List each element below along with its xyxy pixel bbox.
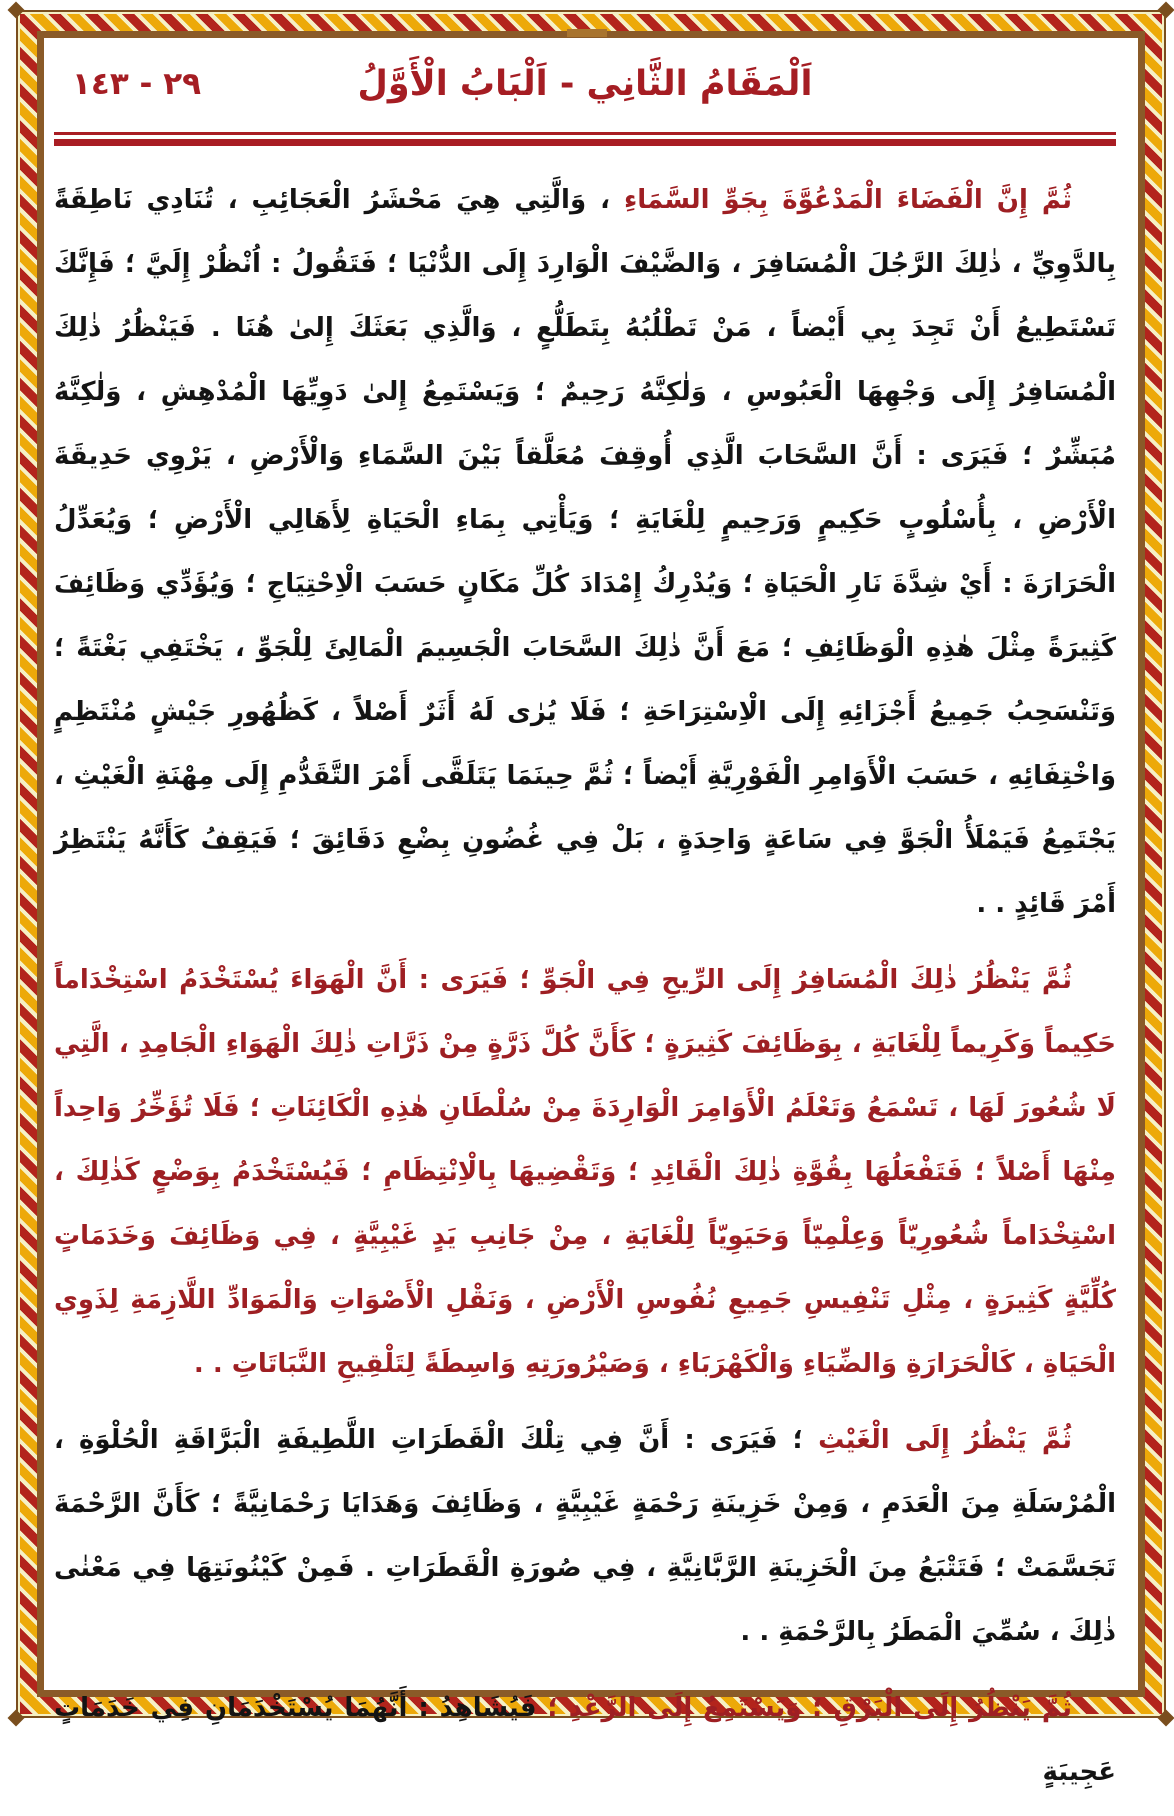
page-number: ٢٩ - ١٤٣ <box>72 66 202 102</box>
paragraph <box>54 948 1116 1396</box>
text-segment-red: ثُمَّ يَنْظُرُ إِلَى الْبَرْقِ ؛ وَيَسْتَمِعُ إِلَى الرَّعْدِ ؛ <box>547 1693 1072 1723</box>
text-segment-black: ، وَالَّتِي هِيَ مَحْشَرُ الْعَجَائِبِ ، تُنَادِي نَاطِقَةً بِالدَّوِيِّ ، ذٰلِكَ الرَّجُلَ الْمُسَافِرَ ، وَالضَّيْفَ الْوَارِدَ إِلَى الدُّنْيَا ؛ فَتَقُولُ : اُنْظُرْ إِلَيَّ ؛ فَإِنَّكَ تَسْتَطِيعُ أَنْ تَجِدَ بِي أَيْضاً ، مَنْ تَطْلُبُهُ بِتَطَلُّعٍ ، وَالَّذِي بَعَثَكَ إِلىٰ هُنَا . فَيَنْظُرُ ذٰلِكَ الْمُسَافِرُ إِلَى وَجْهِهَا الْعَبُوسِ ، وَلٰكِنَّهُ رَحِيمٌ ؛ وَيَسْتَمِعُ إِلىٰ دَوِيِّهَا الْمُدْهِشِ ، وَلٰكِنَّهُ مُبَشِّرٌ ؛ فَيَرَى : أَنَّ السَّحَابَ الَّذِي أُوقِفَ مُعَلَّقاً بَيْنَ السَّمَاءِ وَالْأَرْضِ ، يَرْوِي حَدِيقَةَ الْأَرْضِ ، بِأُسْلُوبٍ حَكِيمٍ وَرَحِيمٍ لِلْغَايَةِ ؛ وَيَأْتِي بِمَاءِ الْحَيَاةِ لِأَهَالِي الْأَرْضِ ؛ وَيُعَدِّلُ الْحَرَارَةَ : أَيْ شِدَّةَ نَارِ الْحَيَاةِ ؛ وَيُدْرِكُ إِمْدَادَ كُلِّ مَكَانٍ حَسَبَ الْاِحْتِيَاجِ ؛ وَيُؤَدِّي وَظَائِفَ كَثِيرَةً مِثْلَ هٰذِهِ الْوَظَائِفِ ؛ مَعَ أَنَّ ذٰلِكَ السَّحَابَ الْجَسِيمَ الْمَالِئَ لِلْجَوِّ ، يَخْتَفِي بَغْتَةً ؛ وَتَنْسَحِبُ جَمِيعُ أَجْزَائِهِ إِلَى الْاِسْتِرَاحَةِ ؛ فَلَا يُرٰى لَهُ أَثَرٌ أَصْلاً ، كَظُهُورِ جَيْشٍ مُنْتَظِمٍ وَاخْتِفَائِهِ ، حَسَبَ الْأَوَامِرِ الْفَوْرِيَّةِ أَيْضاً ؛ ثُمَّ حِينَمَا يَتَلَقَّى أَمْرَ التَّقَدُّمِ إِلَى مِهْنَةِ الْغَيْثِ ، يَجْتَمِعُ فَيَمْلَأُ الْجَوَّ فِي سَاعَةٍ وَاحِدَةٍ ، بَلْ فِي غُضُونِ بِضْعِ دَقَائِقَ ؛ فَيَقِفُ كَأَنَّهُ يَنْتَظِرُ أَمْرَ قَائِدٍ . . <box>54 185 1116 919</box>
page-content <box>54 48 1116 1816</box>
text-segment-black: ؛ فَيَرَى : أَنَّ فِي تِلْكَ الْقَطَرَاتِ اللَّطِيفَةِ الْبَرَّاقَةِ الْحُلْوَةِ ، الْمُرْسَلَةِ مِنَ الْعَدَمِ ، وَمِنْ خَزِينَةِ رَحْمَةٍ غَيْبِيَّةٍ ، وَظَائِفَ وَهَدَايَا رَحْمَانِيَّةً ؛ كَأَنَّ الرَّحْمَةَ تَجَسَّمَتْ ؛ فَتَتْبَعُ مِنَ الْخَزِينَةِ الرَّبَّانِيَّةِ ، فِي صُورَةِ الْقَطَرَاتِ . فَمِنْ كَيْنُونَتِهَا فِي مَعْنٰى ذٰلِكَ ، سُمِّيَ الْمَطَرُ بِالرَّحْمَةِ . . <box>54 1425 1116 1647</box>
body-text <box>54 168 1116 1804</box>
page-header <box>54 48 1116 120</box>
text-segment-red: ثُمَّ إِنَّ الْفَضَاءَ الْمَدْعُوَّةَ بِجَوِّ السَّمَاءِ <box>623 185 1073 215</box>
text-segment-red: ثُمَّ يَنْظُرُ إِلَى الْغَيْثِ <box>818 1425 1072 1455</box>
paragraph <box>54 168 1116 936</box>
page-title: اَلْمَقَامُ الثَّانِي - اَلْبَابُ الْأَوَّلُ <box>357 64 813 104</box>
paragraph <box>54 1408 1116 1664</box>
header-rule-thin <box>54 132 1116 135</box>
header-rule-thick <box>54 139 1116 146</box>
paragraph <box>54 1676 1116 1804</box>
top-border-tab <box>567 29 607 37</box>
text-segment-black: فَيُشَاهِدُ : أَنَّهُمَا يُسْتَخْدَمَانِ فِي خَدَمَاتٍ عَجِيبَةٍ <box>54 1693 1116 1787</box>
text-segment-red: ثُمَّ يَنْظُرُ ذٰلِكَ الْمُسَافِرُ إِلَى الرِّيحِ فِي الْجَوِّ ؛ فَيَرَى : أَنَّ الْهَوَاءَ يُسْتَخْدَمُ اسْتِخْدَاماً حَكِيماً وَكَرِيماً لِلْغَايَةِ ، بِوَظَائِفَ كَثِيرَةٍ ؛ كَأَنَّ كُلَّ ذَرَّةٍ مِنْ ذَرَّاتِ ذٰلِكَ الْهَوَاءِ الْجَامِدِ ، الَّتِي لَا شُعُورَ لَهَا ، تَسْمَعُ وَتَعْلَمُ الْأَوَامِرَ الْوَارِدَةَ مِنْ سُلْطَانِ هٰذِهِ الْكَائِنَاتِ ؛ فَلَا تُؤَخِّرُ وَاحِداً مِنْهَا أَصْلاً ؛ فَتَفْعَلُهَا بِقُوَّةِ ذٰلِكَ الْقَائِدِ ؛ وَتَقْضِيهَا بِالْاِنْتِظَامِ ؛ فَيُسْتَخْدَمُ بِوَضْعٍ كَذٰلِكَ ، اسْتِخْدَاماً شُعُورِيّاً وَعِلْمِيّاً وَحَيَوِيّاً لِلْغَايَةِ ، مِنْ جَانِبِ يَدٍ غَيْبِيَّةٍ ، فِي وَظَائِفَ وَخَدَمَاتٍ كُلِّيَّةٍ كَثِيرَةٍ ، مِثْلِ تَنْفِيسِ جَمِيعِ نُفُوسِ الْأَرْضِ ، وَنَقْلِ الْأَصْوَاتِ وَالْمَوَادِّ اللَّازِمَةِ لِذَوِي الْحَيَاةِ ، كَالْحَرَارَةِ وَالضِّيَاءِ وَالْكَهْرَبَاءِ ، وَصَيْرُورَتِهِ وَاسِطَةً لِتَلْقِيحِ النَّبَاتَاتِ . . <box>54 965 1116 1379</box>
